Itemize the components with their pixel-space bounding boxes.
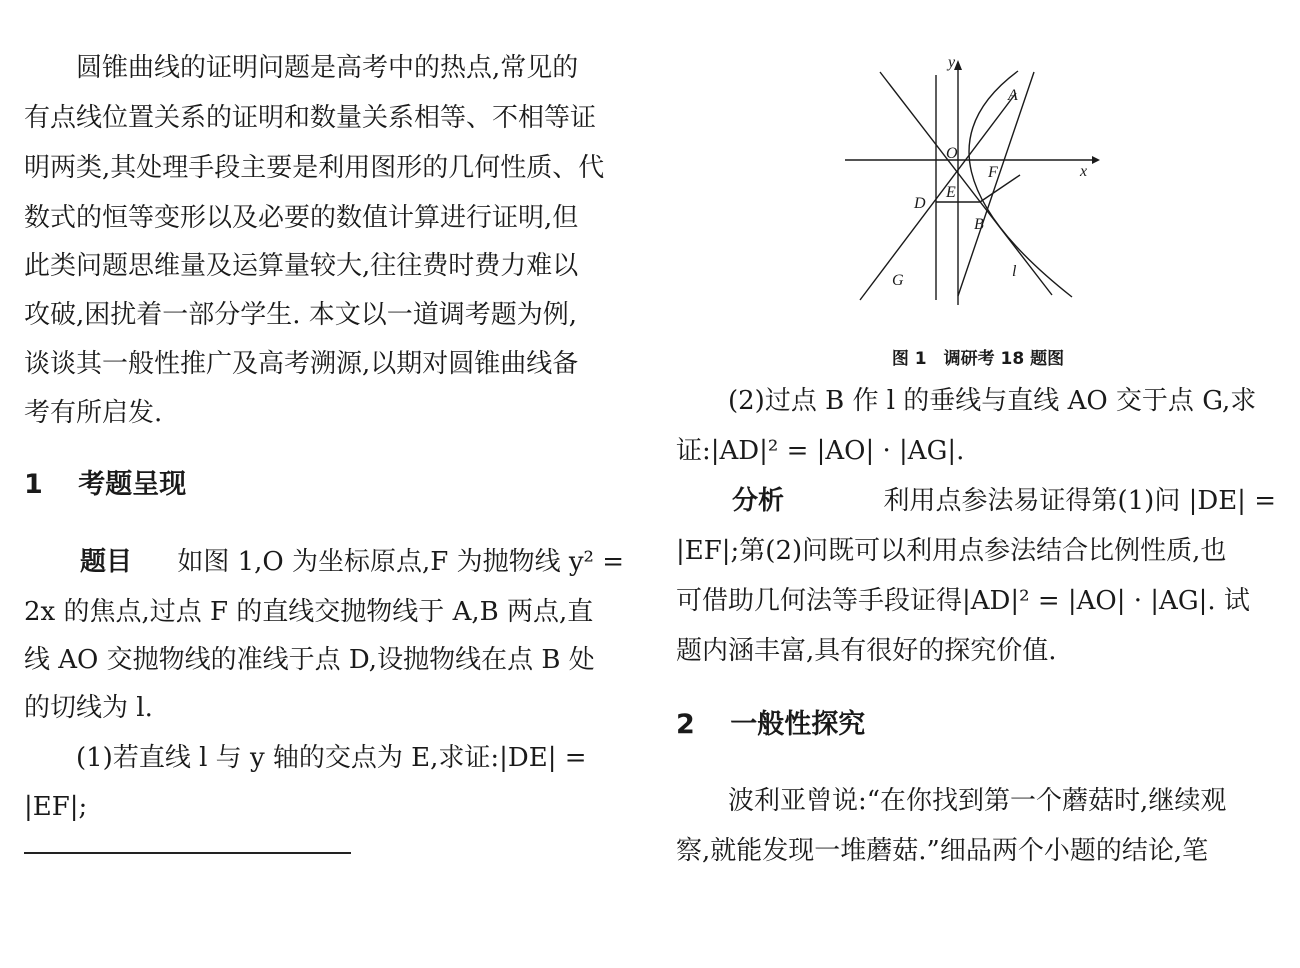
intro-line: 攻破,困扰着一部分学生. 本文以一道调考题为例, bbox=[24, 300, 578, 330]
intro-line: 有点线位置关系的证明和数量关系相等、不相等证 bbox=[24, 103, 597, 133]
intro-line: 数式的恒等变形以及必要的数值计算进行证明,但 bbox=[24, 203, 579, 233]
parabola-figure bbox=[840, 50, 1110, 310]
label-y: y bbox=[948, 54, 956, 71]
section-2-heading bbox=[676, 708, 865, 742]
problem-line: 的切线为 l. bbox=[24, 693, 153, 723]
problem-line: 线 AO 交抛物线的准线于点 D,设抛物线在点 B 处 bbox=[24, 645, 595, 675]
polya-line: 波利亚曾说:“在你找到第一个蘑菇时,继续观 bbox=[676, 786, 1227, 816]
analysis-line: 利用点参法易证得第(1)问 |DE| = bbox=[883, 486, 1276, 516]
part1-line: (1)若直线 l 与 y 轴的交点为 E,求证:|DE| = bbox=[24, 743, 587, 773]
problem-line: 如图 1,O 为坐标原点,F 为抛物线 y² = bbox=[177, 547, 624, 577]
intro-line: 明两类,其处理手段主要是利用图形的几何性质、代 bbox=[24, 153, 605, 183]
section-number: 2 bbox=[676, 709, 695, 740]
x-axis-arrow bbox=[1092, 156, 1100, 164]
polya-line: 察,就能发现一堆蘑菇.”细品两个小题的结论,笔 bbox=[676, 836, 1209, 866]
problem-line: 2x 的焦点,过点 F 的直线交抛物线于 A,B 两点,直 bbox=[24, 597, 594, 627]
analysis-line: 题内涵丰富,具有很好的探究价值. bbox=[676, 636, 1057, 666]
analysis-label: 分析 bbox=[732, 486, 785, 516]
part2-line: 证:|AD|² = |AO| · |AG|. bbox=[676, 436, 965, 466]
intro-line: 谈谈其一般性推广及高考溯源,以期对圆锥曲线备 bbox=[24, 349, 579, 379]
label-l: l bbox=[1012, 263, 1017, 280]
section-title: 考题呈现 bbox=[78, 469, 187, 500]
problem-label: 题目 bbox=[80, 547, 133, 577]
y-axis-arrow bbox=[954, 60, 962, 70]
problem-first-line bbox=[80, 545, 624, 579]
label-D: D bbox=[914, 195, 926, 212]
perpendicular-to-l bbox=[880, 72, 1052, 295]
parabola-curve bbox=[969, 71, 1072, 297]
label-E: E bbox=[946, 184, 956, 201]
tangent-l bbox=[980, 175, 1020, 202]
analysis-first-line bbox=[732, 484, 1276, 518]
section-title: 一般性探究 bbox=[730, 709, 866, 740]
label-G: G bbox=[892, 272, 904, 289]
section-1-heading bbox=[24, 468, 186, 502]
label-F: F bbox=[988, 164, 998, 181]
line-AOG bbox=[860, 93, 1016, 300]
part2-line: (2)过点 B 作 l 的垂线与直线 AO 交于点 G,求 bbox=[676, 386, 1257, 416]
label-A: A bbox=[1008, 87, 1018, 104]
analysis-line: |EF|;第(2)问既可以利用点参法结合比例性质,也 bbox=[676, 536, 1227, 566]
label-x: x bbox=[1080, 163, 1088, 180]
intro-line: 此类问题思维量及运算量较大,往往费时费力难以 bbox=[24, 251, 579, 281]
label-O: O bbox=[946, 145, 958, 162]
part1-line: |EF|; bbox=[24, 792, 88, 822]
footnote-separator bbox=[24, 852, 351, 854]
section-number: 1 bbox=[24, 469, 43, 500]
figure-caption: 图 1 调研考 18 题图 bbox=[891, 349, 1065, 369]
line-AB bbox=[958, 72, 1034, 296]
label-B: B bbox=[974, 216, 984, 233]
analysis-line: 可借助几何法等手段证得|AD|² = |AO| · |AG|. 试 bbox=[676, 586, 1250, 616]
intro-line: 考有所启发. bbox=[24, 398, 163, 428]
intro-line: 圆锥曲线的证明问题是高考中的热点,常见的 bbox=[24, 53, 579, 83]
